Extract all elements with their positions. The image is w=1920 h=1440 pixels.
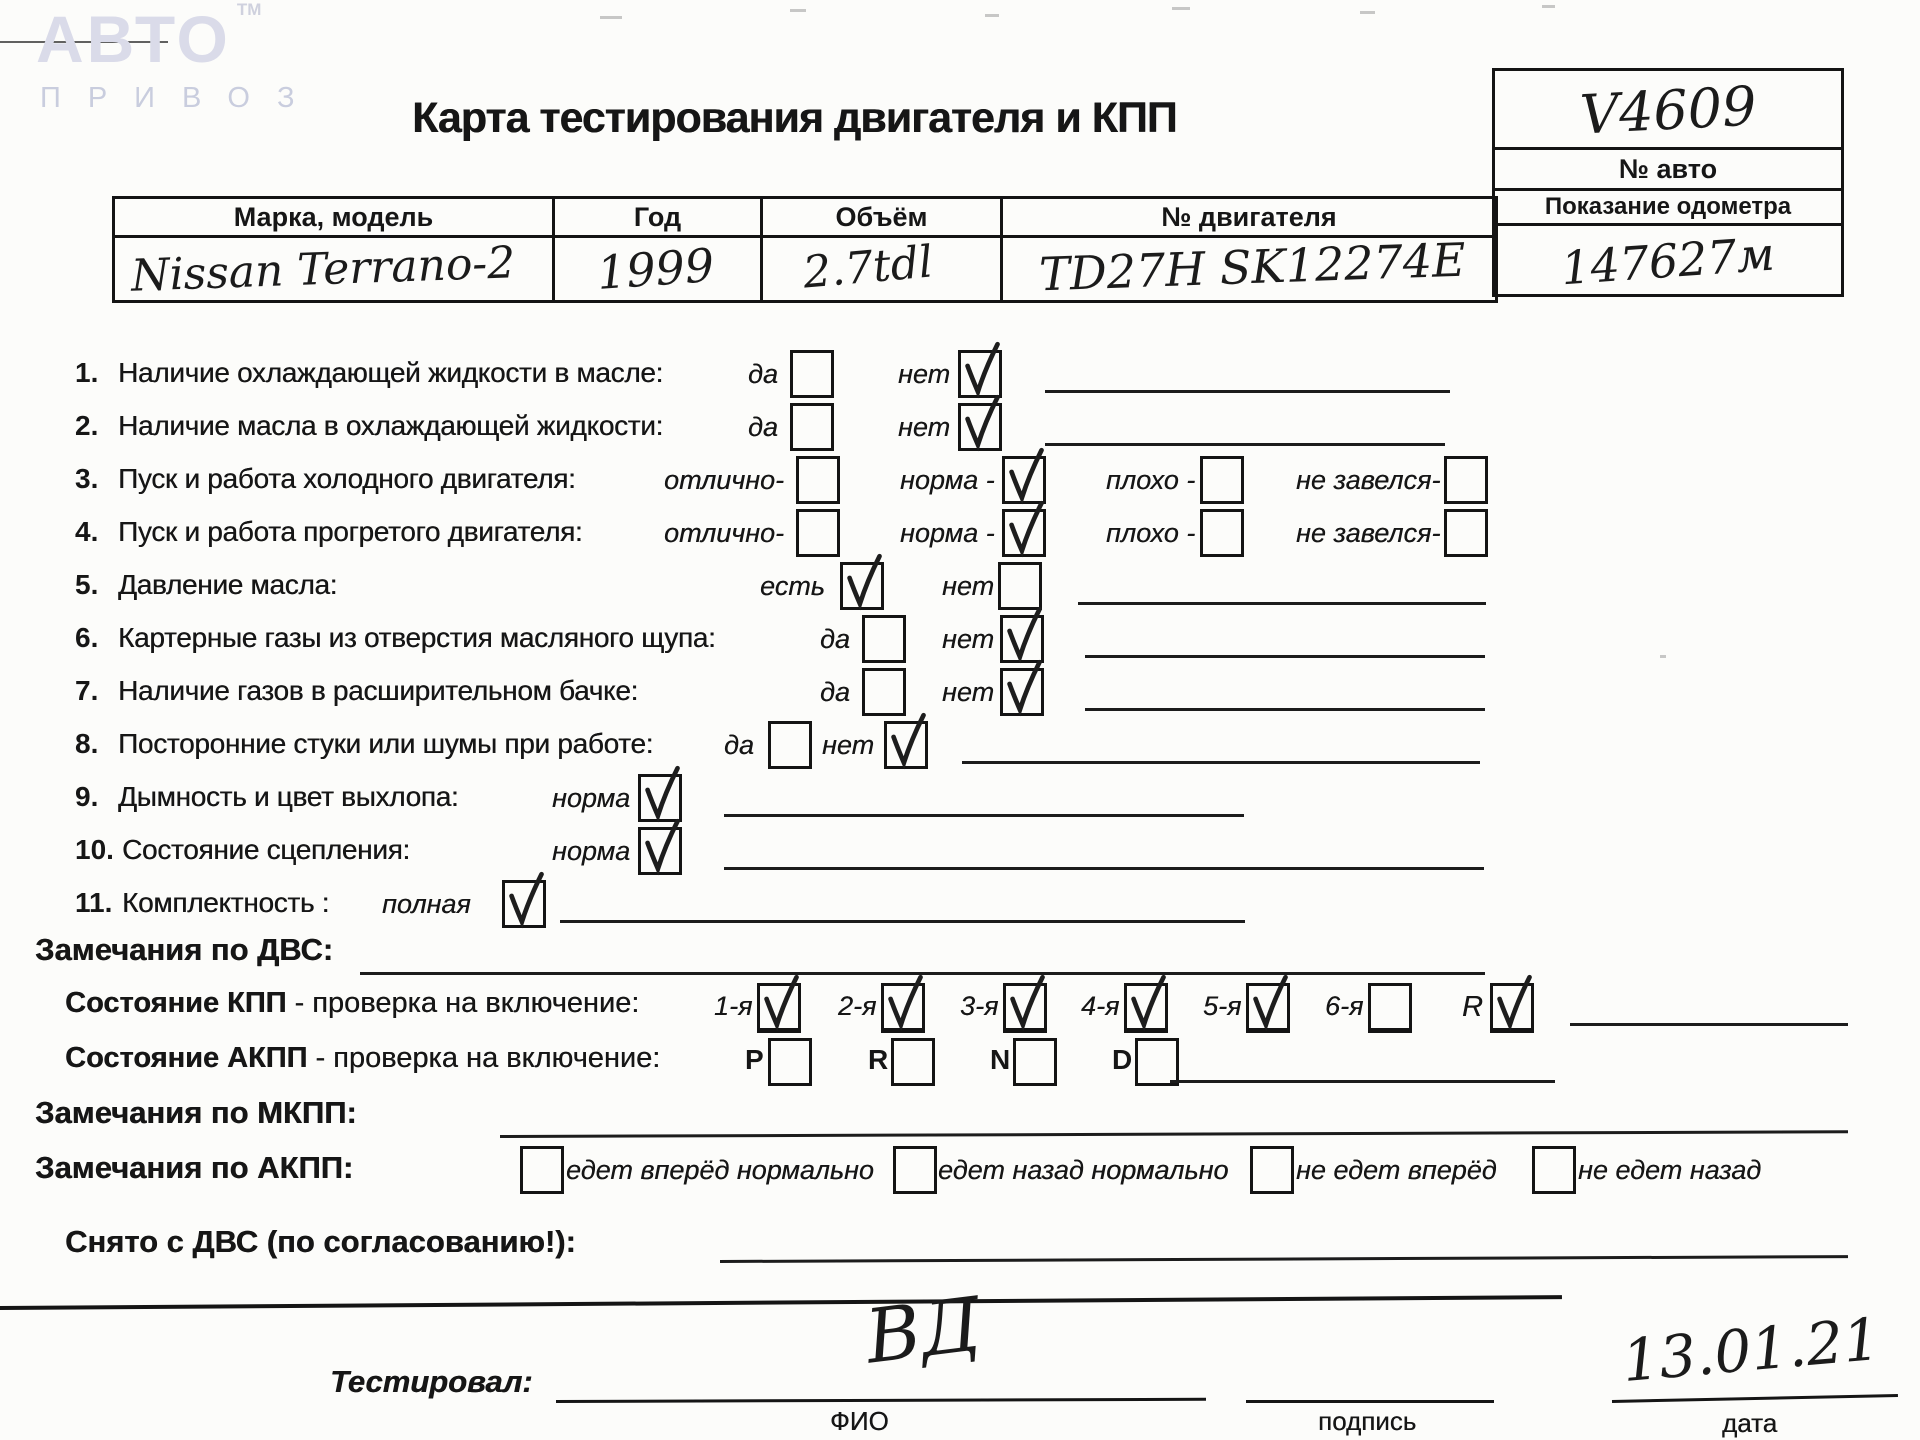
bad-label: плохо - — [1106, 518, 1196, 548]
excellent-label: отлично- — [664, 518, 784, 548]
q11-full-checkbox[interactable] — [502, 880, 546, 928]
mt-gearbox-row — [0, 985, 1920, 1033]
yes-label: да — [748, 359, 778, 389]
question-label: Картерные газы из отверстия масляного щупа: — [118, 622, 716, 653]
tester-initials-handwriting: ВД — [861, 1281, 986, 1381]
blank-line — [1570, 1023, 1848, 1026]
engine-remarks-row — [0, 930, 1920, 978]
blank-line — [1078, 602, 1486, 605]
excellent-label: отлично- — [664, 465, 784, 495]
blank-line — [500, 1130, 1848, 1138]
question-number: 7. — [75, 675, 99, 706]
logo-word-avto: АВТО — [36, 2, 231, 76]
no-label: нет — [942, 677, 995, 707]
no-backward-label: не едет назад — [1578, 1155, 1762, 1185]
question-number: 6. — [75, 622, 99, 653]
check-mark-icon — [1002, 971, 1050, 1033]
full-label: полная — [382, 889, 471, 919]
q4-bad-checkbox[interactable] — [1200, 509, 1244, 557]
engine-number-value: TD27H SK12274E — [1038, 232, 1467, 302]
question-row-11 — [0, 882, 1920, 930]
engine-number-header: № двигателя — [1161, 202, 1337, 232]
make-model-value: Nissan Terrano-2 — [130, 237, 517, 302]
gear-3-label: 3-я — [960, 991, 999, 1021]
gear-5-checkbox[interactable] — [1246, 983, 1290, 1033]
engine-remarks-label: Замечания по ДВС: — [35, 932, 334, 967]
question-number: 5. — [75, 569, 99, 600]
q3-excellent-checkbox[interactable] — [796, 456, 840, 504]
question-label: Наличие газов в расширительном бачке: — [118, 675, 638, 706]
position-n-label: N — [990, 1044, 1011, 1075]
question-row-4 — [0, 511, 1920, 559]
question-number: 11. — [75, 887, 113, 918]
odometer-label: Показание одометра — [1495, 188, 1841, 223]
blank-line — [1170, 1080, 1555, 1083]
q6-yes-checkbox[interactable] — [862, 615, 906, 663]
question-number: 1. — [75, 357, 99, 388]
question-number: 3. — [75, 463, 99, 494]
at-gearbox-sublabel: - проверка на включение: — [307, 1042, 661, 1074]
removed-row — [0, 1222, 1920, 1270]
no-forward-checkbox[interactable] — [1250, 1146, 1294, 1194]
question-label: Наличие охлаждающей жидкости в масле: — [118, 357, 664, 388]
position-d-checkbox[interactable] — [1135, 1038, 1179, 1086]
at-gearbox-label: Состояние АКПП — [65, 1042, 308, 1074]
blank-line — [1045, 443, 1445, 446]
yes-label: да — [724, 730, 754, 760]
question-row-5 — [0, 564, 1920, 612]
no-forward-label: не едет вперёд — [1296, 1155, 1497, 1185]
gear-5-label: 5-я — [1203, 991, 1242, 1021]
auto-number-label: № авто — [1495, 147, 1841, 188]
no-start-label: не завелся- — [1296, 465, 1441, 495]
fio-caption: ФИО — [830, 1406, 889, 1436]
q3-bad-checkbox[interactable] — [1200, 456, 1244, 504]
scan-artifact — [790, 9, 806, 12]
volume-value: 2.7tdl — [801, 236, 935, 299]
at-gearbox-row — [0, 1040, 1920, 1088]
gear-1-label: 1-я — [714, 991, 753, 1021]
q4-nostart-checkbox[interactable] — [1444, 509, 1488, 557]
question-row-10 — [0, 829, 1920, 877]
gear-2-label: 2-я — [838, 991, 877, 1021]
position-p-label: P — [745, 1044, 764, 1075]
drives-forward-checkbox[interactable] — [520, 1146, 564, 1194]
q1-yes-checkbox[interactable] — [790, 350, 834, 398]
norm-label: норма — [552, 783, 631, 813]
question-row-9 — [0, 776, 1920, 824]
at-remarks-row — [0, 1148, 1920, 1196]
page-title: Карта тестирования двигателя и КПП — [412, 94, 1177, 142]
gear-6-checkbox[interactable] — [1368, 983, 1412, 1033]
no-start-label: не завелся- — [1296, 518, 1441, 548]
scan-artifact — [1172, 7, 1190, 10]
q2-no-checkbox[interactable] — [958, 403, 1002, 451]
scan-artifact — [600, 16, 622, 19]
norm-label: норма - — [900, 518, 995, 548]
fio-line — [556, 1398, 1206, 1403]
question-number: 10. — [75, 834, 114, 865]
avtoprivoz-logo — [36, 0, 322, 115]
volume-header: Объём — [763, 199, 1003, 235]
blank-line — [1085, 655, 1485, 658]
scan-artifact — [1360, 11, 1375, 14]
check-mark-icon — [1245, 971, 1293, 1033]
position-d-label: D — [1112, 1044, 1133, 1075]
auto-number-box — [1492, 68, 1844, 297]
gear-2-checkbox[interactable] — [881, 983, 925, 1033]
question-row-7 — [0, 670, 1920, 718]
year-header: Год — [555, 199, 763, 235]
check-mark-icon — [1001, 497, 1049, 559]
check-mark-icon — [957, 391, 1005, 453]
make-model-header: Марка, модель — [115, 199, 555, 235]
blank-line — [1045, 390, 1450, 393]
position-p-checkbox[interactable] — [768, 1038, 812, 1086]
q7-no-checkbox[interactable] — [1000, 668, 1044, 716]
no-backward-checkbox[interactable] — [1532, 1146, 1576, 1194]
blank-line — [560, 920, 1245, 923]
removed-label: Снято с ДВС (по согласованию!): — [65, 1224, 576, 1259]
scan-artifact — [1542, 5, 1555, 8]
date-line — [1612, 1394, 1898, 1403]
question-label: Состояние сцепления: — [122, 834, 410, 865]
check-mark-icon — [637, 815, 685, 877]
blank-line — [720, 1255, 1848, 1263]
q2-yes-checkbox[interactable] — [790, 403, 834, 451]
footer-divider — [0, 1295, 1562, 1310]
question-number: 4. — [75, 516, 99, 547]
check-mark-icon — [1123, 971, 1171, 1033]
odometer-value: 147627м — [1559, 226, 1777, 296]
check-mark-icon — [999, 656, 1047, 718]
check-mark-icon — [883, 709, 931, 771]
present-label: есть — [760, 571, 825, 601]
drives-backward-checkbox[interactable] — [893, 1146, 937, 1194]
question-row-6 — [0, 617, 1920, 665]
bad-label: плохо - — [1106, 465, 1196, 495]
yes-label: да — [748, 412, 778, 442]
no-label: нет — [898, 412, 951, 442]
yes-label: да — [820, 677, 850, 707]
date-caption: дата — [1722, 1408, 1778, 1438]
blank-line — [1085, 708, 1485, 711]
mt-gearbox-label: Состояние КПП — [65, 987, 287, 1019]
question-row-8 — [0, 723, 1920, 771]
position-n-checkbox[interactable] — [1013, 1038, 1057, 1086]
yes-label: да — [820, 624, 850, 654]
check-mark-icon — [756, 971, 804, 1033]
question-number: 2. — [75, 410, 99, 441]
gear-r-checkbox[interactable] — [1490, 983, 1534, 1033]
blank-line — [724, 867, 1484, 870]
gear-4-checkbox[interactable] — [1124, 983, 1168, 1033]
position-r-checkbox[interactable] — [891, 1038, 935, 1086]
question-label: Посторонние стуки или шумы при работе: — [118, 728, 654, 759]
auto-number-value: V4609 — [1578, 74, 1758, 147]
no-label: нет — [822, 730, 875, 760]
no-label: нет — [942, 571, 995, 601]
q5-yes-checkbox[interactable] — [840, 562, 884, 610]
vehicle-table — [112, 196, 1498, 303]
question-number: 9. — [75, 781, 99, 812]
question-label: Комплектность : — [122, 887, 330, 918]
question-label: Пуск и работа прогретого двигателя: — [118, 516, 583, 547]
gear-6-label: 6-я — [1325, 991, 1364, 1021]
question-row-2 — [0, 405, 1920, 453]
scan-artifact — [985, 14, 999, 17]
q8-no-checkbox[interactable] — [884, 721, 928, 769]
norm-label: норма — [552, 836, 631, 866]
signature-line — [1246, 1400, 1494, 1403]
q8-yes-checkbox[interactable] — [768, 721, 812, 769]
check-mark-icon — [501, 868, 549, 930]
logo-word-privoz: ПРИВОЗ — [40, 82, 322, 114]
question-label: Дымность и цвет выхлопа: — [118, 781, 459, 812]
check-mark-icon — [880, 971, 928, 1033]
question-row-3 — [0, 458, 1920, 506]
drives-backward-label: едет назад нормально — [938, 1155, 1229, 1185]
question-number: 8. — [75, 728, 99, 759]
q3-nostart-checkbox[interactable] — [1444, 456, 1488, 504]
tested-by-label: Тестировал: — [330, 1364, 533, 1399]
gear-r-label: R — [1462, 991, 1483, 1023]
no-label: нет — [942, 624, 995, 654]
blank-line — [962, 761, 1480, 764]
date-handwriting: 13.01.21 — [1619, 1304, 1883, 1396]
mt-gearbox-sublabel: - проверка на включение: — [286, 987, 640, 1019]
no-label: нет — [898, 359, 951, 389]
question-label: Давление масла: — [118, 569, 338, 600]
signature-caption: подпись — [1318, 1406, 1417, 1436]
q10-norm-checkbox[interactable] — [638, 827, 682, 875]
question-label: Наличие масла в охлаждающей жидкости: — [118, 410, 664, 441]
gear-1-checkbox[interactable] — [757, 983, 801, 1033]
gear-4-label: 4-я — [1081, 991, 1120, 1021]
year-value: 1999 — [595, 237, 716, 301]
check-mark-icon — [839, 550, 887, 612]
question-label: Пуск и работа холодного двигателя: — [118, 463, 576, 494]
mt-remarks-label: Замечания по МКПП: — [35, 1095, 357, 1130]
gear-3-checkbox[interactable] — [1003, 983, 1047, 1033]
at-remarks-label: Замечания по АКПП: — [35, 1150, 354, 1185]
check-mark-icon — [1489, 971, 1537, 1033]
norm-label: норма - — [900, 465, 995, 495]
q4-excellent-checkbox[interactable] — [796, 509, 840, 557]
blank-line — [724, 814, 1244, 817]
position-r-label: R — [868, 1044, 889, 1075]
drives-forward-label: едет вперёд нормально — [566, 1155, 874, 1185]
trademark-symbol: TM — [236, 0, 262, 19]
mt-remarks-row — [0, 1093, 1920, 1141]
q4-norm-checkbox[interactable] — [1002, 509, 1046, 557]
